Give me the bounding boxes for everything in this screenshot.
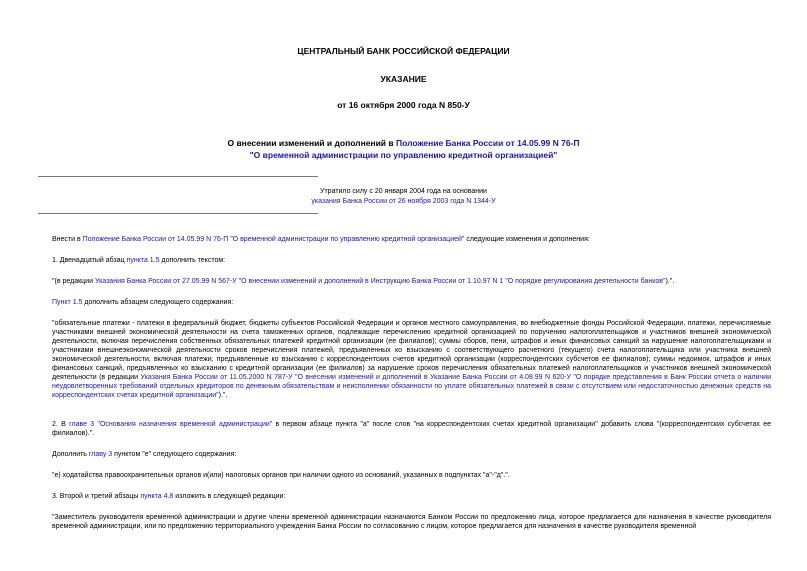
p8-text: "е) ходатайства правоохранительных органов и(или) налоговых органов при наличии одного из оснований, указанных в подпунктах "а"-"д".". [52,472,510,479]
p5-post: ).". [218,391,228,399]
status-link[interactable]: указания Банка России от 26 ноября 2003 года N 1344-У [311,198,496,205]
paragraph-amendment-ref [52,278,771,287]
p6-pre: 2. В [52,421,70,428]
issuer-heading: ЦЕНТРАЛЬНЫЙ БАНК РОССИЙСКОЙ ФЕДЕРАЦИИ [297,46,510,56]
p6-link[interactable]: главе 3 "Основания назначения временной администрации" [69,421,273,428]
divider-top [38,176,318,177]
p1-post: следующие изменения и дополнения: [464,236,590,243]
document-date-number: от 16 октября 2000 года N 850-У [337,100,470,110]
p9-link[interactable]: пункта 4.8 [140,493,174,500]
p1-link[interactable]: Положение Банка России от 14.05.99 N 76-П "О временной администрации по управлению кредитной организацией" [82,236,465,243]
paragraph-item-2 [52,421,771,439]
p2-pre: 1. Двенадцатый абзац [52,257,127,264]
paragraph-mandatory-payments [52,320,771,401]
p1-pre: Внести в [52,236,83,243]
p4-post: дополнить абзацем следующего содержания: [82,299,234,306]
p2-link[interactable]: пункта 1.5 [126,257,160,264]
p5-text: "обязательные платежи - платежи в федеральный бюджет, бюджеты субъектов Российской Федерации и органов местного самоуправления, во внебюджетные фонды Российской Федерации, платежи, перечисляемые участниками внешней экономической деятельности на счета таможенных органов, подлежащие перечислению кредитной организацией по поручению налогоплательщиков и участников внешней экономической деятельности, включая перечисления собственных обязательных платежей кредитной организации (ее филиалов); суммы сборов, пени, штрафов и иных финансовых санкций за нарушение налогоплательщиками и участниками внешнеэкономической деятельности сроков перечисления платежей, предъявленных ко взысканию с соответствующего расчетного (текущего) счета налогоплательщика или участника внешней экономической деятельности, включая платежи, предъявленные ко взысканию с корреспондентских счетов кредитной организации (корреспондентских субсчетов ее филиалов); суммы недоимок, штрафов и иных финансовых санкций, предъявленных ко взысканию с кредитной организации (ее филиалов) за нарушение сроков перечисления обязательных платежей налогоплательщиков и участников внешней экономической деятельности (в редакции [52,320,771,381]
p4-link[interactable]: Пункт 1.5 [52,299,83,306]
paragraph-item-1 [52,257,771,266]
p7-pre: Дополнить [52,451,89,458]
p2-post: дополнить текстом: [159,257,226,264]
paragraph-item-e [52,472,771,481]
title-prefix: О внесении изменений и дополнений в [227,138,396,148]
p10-text: "Заместитель руководителя временной администрации и другие члены временной администрации назначаются Банком России по предложению лица, которое предлагается для назначения в качестве руководителя временной администрации, или по предложению территориального учреждения Банка России по согласованию с лицом, которое предлагается для назначения в качестве руководителя временной [52,514,771,530]
paragraph-deputy-head [52,514,771,532]
p9-post: изложить в следующей редакции: [173,493,286,500]
paragraph-item-3 [52,493,771,502]
p5-link[interactable]: Указания Банка России от 11.05.2000 N 787-У "О внесении изменений и дополнений в Указание Банка России от 4.08.99 N 620-У "О порядке представления в Банк России отчета о наличии неудовлетворенных требований отдельных кредиторов по денежным обязательствам и неисполнении обязанности по уплате обязательных платежей в связи с отсутствием или недостаточностью денежных средств на корреспондентских счетах кредитной организации" [52,373,771,399]
status-note: Утратило силу с 20 января 2004 года на основании [320,188,487,195]
p9-pre: 3. Второй и третий абзацы [52,493,141,500]
paragraph-add-chapter-3 [52,451,771,460]
paragraph-intro [52,236,771,245]
divider-bottom [38,213,318,214]
p3-post: ).". [665,278,675,285]
paragraph-clause-1-5 [52,299,771,308]
title-line-2[interactable]: "О временной администрации по управлению кредитной организацией" [249,150,558,160]
p6-post: в первом абзаце пункта "а" после слов "на корреспондентских счетах кредитной организации" добавить слова "(корреспондентских субсчетах ее филиалов).". [52,421,771,437]
document-type-heading: УКАЗАНИЕ [380,74,427,84]
document-title [0,138,807,149]
p7-link[interactable]: главу 3 [88,451,113,458]
p3-pre: "(в редакции [52,278,95,285]
p3-link[interactable]: Указания Банка России от 27.05.99 N 567-У "О внесении изменений и дополнений в Инструкцию Банка России от 1.10.97 N 1 "О порядке регулирования деятельности банков" [94,278,666,285]
regulation-link[interactable]: Положение Банка России от 14.05.99 N 76-П [395,138,580,148]
p7-post: пунктом "е" следующего содержания: [112,451,237,458]
